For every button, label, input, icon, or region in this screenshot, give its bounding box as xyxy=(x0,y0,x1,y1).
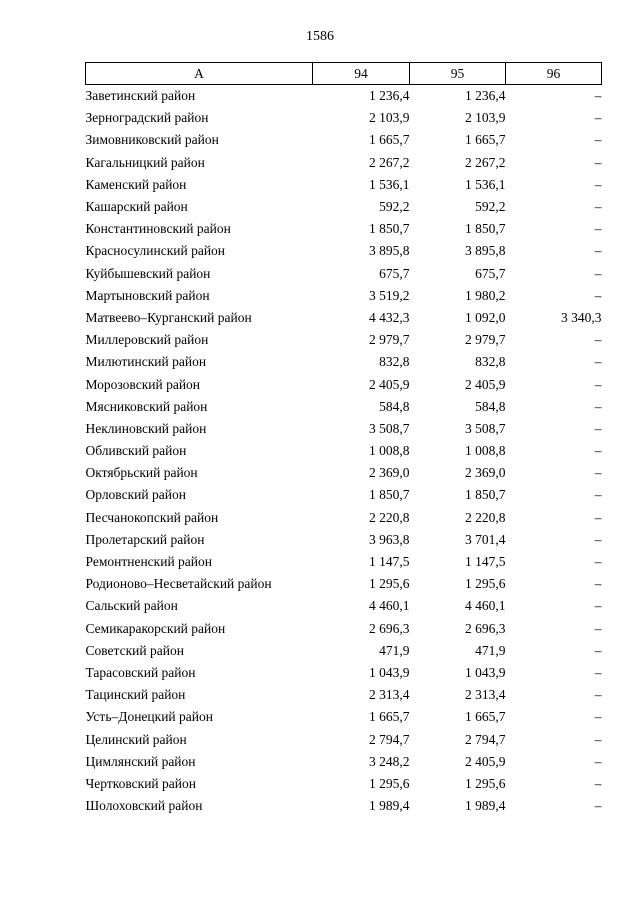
district-name-cell: Красносулинский район xyxy=(85,243,226,259)
district-name-cell: Заветинский район xyxy=(85,88,196,104)
table-row xyxy=(86,507,602,529)
table-row xyxy=(86,307,602,329)
value-96-cell: – xyxy=(594,798,602,814)
value-96-cell: – xyxy=(594,487,602,503)
column-header-96: 96 xyxy=(506,63,602,85)
table-row xyxy=(86,196,602,218)
value-95-cell: 3 701,4 xyxy=(465,531,506,547)
value-94-cell: 3 508,7 xyxy=(369,420,410,436)
table-row xyxy=(86,662,602,684)
district-name-cell: Целинский район xyxy=(85,731,187,747)
table-row xyxy=(86,462,602,484)
district-name-cell: Зимовниковский район xyxy=(85,132,219,148)
value-94-cell: 1 295,6 xyxy=(369,775,410,791)
table-row xyxy=(86,285,602,307)
table-row xyxy=(86,218,602,240)
value-95-cell: 1 989,4 xyxy=(465,798,506,814)
value-95-cell: 2 267,2 xyxy=(465,154,506,170)
value-96-cell: – xyxy=(594,199,602,215)
value-95-cell: 1 008,8 xyxy=(465,443,506,459)
value-96-cell: – xyxy=(594,221,602,237)
table-row xyxy=(86,640,602,662)
district-name-cell: Каменский район xyxy=(85,176,187,192)
table-row xyxy=(86,152,602,174)
value-94-cell: 4 432,3 xyxy=(369,309,410,325)
table-row xyxy=(86,418,602,440)
value-96-cell: – xyxy=(594,731,602,747)
budget-table xyxy=(85,62,602,817)
value-95-cell: 4 460,1 xyxy=(465,598,506,614)
table-row xyxy=(86,129,602,151)
table-row xyxy=(86,107,602,129)
value-94-cell: 1 850,7 xyxy=(369,487,410,503)
value-96-cell: – xyxy=(594,376,602,392)
district-name-cell: Усть–Донецкий район xyxy=(85,709,213,725)
district-name-cell: Мартыновский район xyxy=(85,287,210,303)
value-94-cell: 3 963,8 xyxy=(369,531,410,547)
table-row xyxy=(86,706,602,728)
value-96-cell: – xyxy=(594,709,602,725)
value-96-cell: – xyxy=(594,687,602,703)
value-95-cell: 1 147,5 xyxy=(465,554,506,570)
district-name-cell: Милютинский район xyxy=(85,354,207,370)
value-95-cell: 471,9 xyxy=(475,642,506,658)
table-row xyxy=(86,618,602,640)
table-header-row xyxy=(86,63,602,85)
value-95-cell: 675,7 xyxy=(475,265,506,281)
table-row xyxy=(86,351,602,373)
table-row xyxy=(86,751,602,773)
value-95-cell: 1 665,7 xyxy=(465,132,506,148)
district-name-cell: Кашарский район xyxy=(85,199,188,215)
value-96-cell: – xyxy=(594,620,602,636)
value-94-cell: 832,8 xyxy=(379,354,410,370)
district-name-cell: Октябрьский район xyxy=(85,465,198,481)
value-96-cell: – xyxy=(594,465,602,481)
value-96-cell: – xyxy=(594,531,602,547)
table-row xyxy=(86,85,602,108)
value-96-cell: – xyxy=(594,243,602,259)
value-95-cell: 832,8 xyxy=(475,354,506,370)
value-94-cell: 1 295,6 xyxy=(369,576,410,592)
table-row xyxy=(86,396,602,418)
district-name-cell: Шолоховский район xyxy=(85,798,203,814)
table-row xyxy=(86,440,602,462)
page-number: 1586 xyxy=(306,29,334,44)
value-94-cell: 2 313,4 xyxy=(369,687,410,703)
value-94-cell: 3 895,8 xyxy=(369,243,410,259)
table-row xyxy=(86,795,602,817)
column-header-95: 95 xyxy=(410,63,506,85)
value-94-cell: 1 850,7 xyxy=(369,221,410,237)
value-96-cell: – xyxy=(594,287,602,303)
value-95-cell: 2 979,7 xyxy=(465,332,506,348)
value-96-cell: – xyxy=(594,354,602,370)
table-row xyxy=(86,373,602,395)
value-94-cell: 1 665,7 xyxy=(369,709,410,725)
value-95-cell: 1 295,6 xyxy=(465,576,506,592)
value-95-cell: 1 665,7 xyxy=(465,709,506,725)
district-name-cell: Семикаракорский район xyxy=(85,620,226,636)
value-95-cell: 2 405,9 xyxy=(465,753,506,769)
value-94-cell: 2 979,7 xyxy=(369,332,410,348)
district-name-cell: Неклиновский район xyxy=(85,420,207,436)
value-94-cell: 2 405,9 xyxy=(369,376,410,392)
value-94-cell: 3 248,2 xyxy=(369,753,410,769)
district-name-cell: Цимлянский район xyxy=(85,753,196,769)
value-96-cell: – xyxy=(594,443,602,459)
value-94-cell: 1 043,9 xyxy=(369,664,410,680)
district-name-cell: Тарасовский район xyxy=(85,664,196,680)
table-row xyxy=(86,484,602,506)
district-name-cell: Пролетарский район xyxy=(85,531,205,547)
value-95-cell: 584,8 xyxy=(475,398,506,414)
value-96-cell: – xyxy=(594,554,602,570)
district-name-cell: Тацинский район xyxy=(85,687,186,703)
table-row xyxy=(86,595,602,617)
value-94-cell: 1 236,4 xyxy=(369,88,410,104)
value-96-cell: 3 340,3 xyxy=(561,309,602,325)
district-name-cell: Миллеровский район xyxy=(85,332,209,348)
value-96-cell: – xyxy=(594,509,602,525)
value-95-cell: 1 980,2 xyxy=(465,287,506,303)
value-94-cell: 592,2 xyxy=(379,199,410,215)
value-94-cell: 675,7 xyxy=(379,265,410,281)
table-row xyxy=(86,240,602,262)
district-name-cell: Кагальницкий район xyxy=(85,154,205,170)
district-name-cell: Обливский район xyxy=(85,443,187,459)
value-96-cell: – xyxy=(594,265,602,281)
value-94-cell: 471,9 xyxy=(379,642,410,658)
value-94-cell: 1 536,1 xyxy=(369,176,410,192)
table-row xyxy=(86,263,602,285)
district-name-cell: Ремонтненский район xyxy=(85,554,212,570)
value-94-cell: 1 147,5 xyxy=(369,554,410,570)
value-96-cell: – xyxy=(594,332,602,348)
value-94-cell: 584,8 xyxy=(379,398,410,414)
table-row xyxy=(86,174,602,196)
value-96-cell: – xyxy=(594,775,602,791)
value-96-cell: – xyxy=(594,88,602,104)
district-name-cell: Советский район xyxy=(85,642,184,658)
value-95-cell: 2 369,0 xyxy=(465,465,506,481)
value-96-cell: – xyxy=(594,132,602,148)
table-row xyxy=(86,773,602,795)
value-95-cell: 2 405,9 xyxy=(465,376,506,392)
district-name-cell: Сальский район xyxy=(85,598,178,614)
value-96-cell: – xyxy=(594,753,602,769)
value-95-cell: 1 043,9 xyxy=(465,664,506,680)
district-name-cell: Куйбышевский район xyxy=(85,265,211,281)
district-name-cell: Морозовский район xyxy=(85,376,201,392)
value-95-cell: 1 295,6 xyxy=(465,775,506,791)
value-94-cell: 2 220,8 xyxy=(369,509,410,525)
value-94-cell: 1 665,7 xyxy=(369,132,410,148)
table-row xyxy=(86,551,602,573)
value-95-cell: 1 236,4 xyxy=(465,88,506,104)
value-95-cell: 2 313,4 xyxy=(465,687,506,703)
value-96-cell: – xyxy=(594,576,602,592)
value-96-cell: – xyxy=(594,598,602,614)
value-96-cell: – xyxy=(594,642,602,658)
value-94-cell: 2 696,3 xyxy=(369,620,410,636)
district-name-cell: Родионово–Несветайский район xyxy=(85,576,272,592)
value-94-cell: 4 460,1 xyxy=(369,598,410,614)
value-96-cell: – xyxy=(594,664,602,680)
table-row xyxy=(86,573,602,595)
value-96-cell: – xyxy=(594,398,602,414)
district-name-cell: Зерноградский район xyxy=(85,110,209,126)
table-body xyxy=(86,85,602,818)
value-96-cell: – xyxy=(594,110,602,126)
value-95-cell: 1 850,7 xyxy=(465,221,506,237)
table-row xyxy=(86,529,602,551)
value-94-cell: 1 989,4 xyxy=(369,798,410,814)
value-95-cell: 3 895,8 xyxy=(465,243,506,259)
value-95-cell: 2 220,8 xyxy=(465,509,506,525)
table-row xyxy=(86,728,602,750)
value-95-cell: 1 092,0 xyxy=(465,309,506,325)
value-94-cell: 1 008,8 xyxy=(369,443,410,459)
value-94-cell: 2 267,2 xyxy=(369,154,410,170)
district-name-cell: Орловский район xyxy=(85,487,186,503)
value-94-cell: 2 369,0 xyxy=(369,465,410,481)
value-94-cell: 2 103,9 xyxy=(369,110,410,126)
value-95-cell: 2 696,3 xyxy=(465,620,506,636)
district-name-cell: Мясниковский район xyxy=(85,398,208,414)
value-95-cell: 2 103,9 xyxy=(465,110,506,126)
value-95-cell: 2 794,7 xyxy=(465,731,506,747)
value-95-cell: 1 850,7 xyxy=(465,487,506,503)
value-96-cell: – xyxy=(594,420,602,436)
district-name-cell: Чертковский район xyxy=(85,775,196,791)
value-95-cell: 3 508,7 xyxy=(465,420,506,436)
district-name-cell: Матвеево–Курганский район xyxy=(85,309,252,325)
table-row xyxy=(86,684,602,706)
value-96-cell: – xyxy=(594,176,602,192)
value-96-cell: – xyxy=(594,154,602,170)
column-header-94: 94 xyxy=(313,63,410,85)
district-name-cell: Песчанокопский район xyxy=(85,509,219,525)
value-95-cell: 1 536,1 xyxy=(465,176,506,192)
value-95-cell: 592,2 xyxy=(475,199,506,215)
value-94-cell: 3 519,2 xyxy=(369,287,410,303)
district-name-cell: Константиновский район xyxy=(85,221,231,237)
column-header-a: А xyxy=(86,63,313,85)
table-row xyxy=(86,329,602,351)
value-94-cell: 2 794,7 xyxy=(369,731,410,747)
